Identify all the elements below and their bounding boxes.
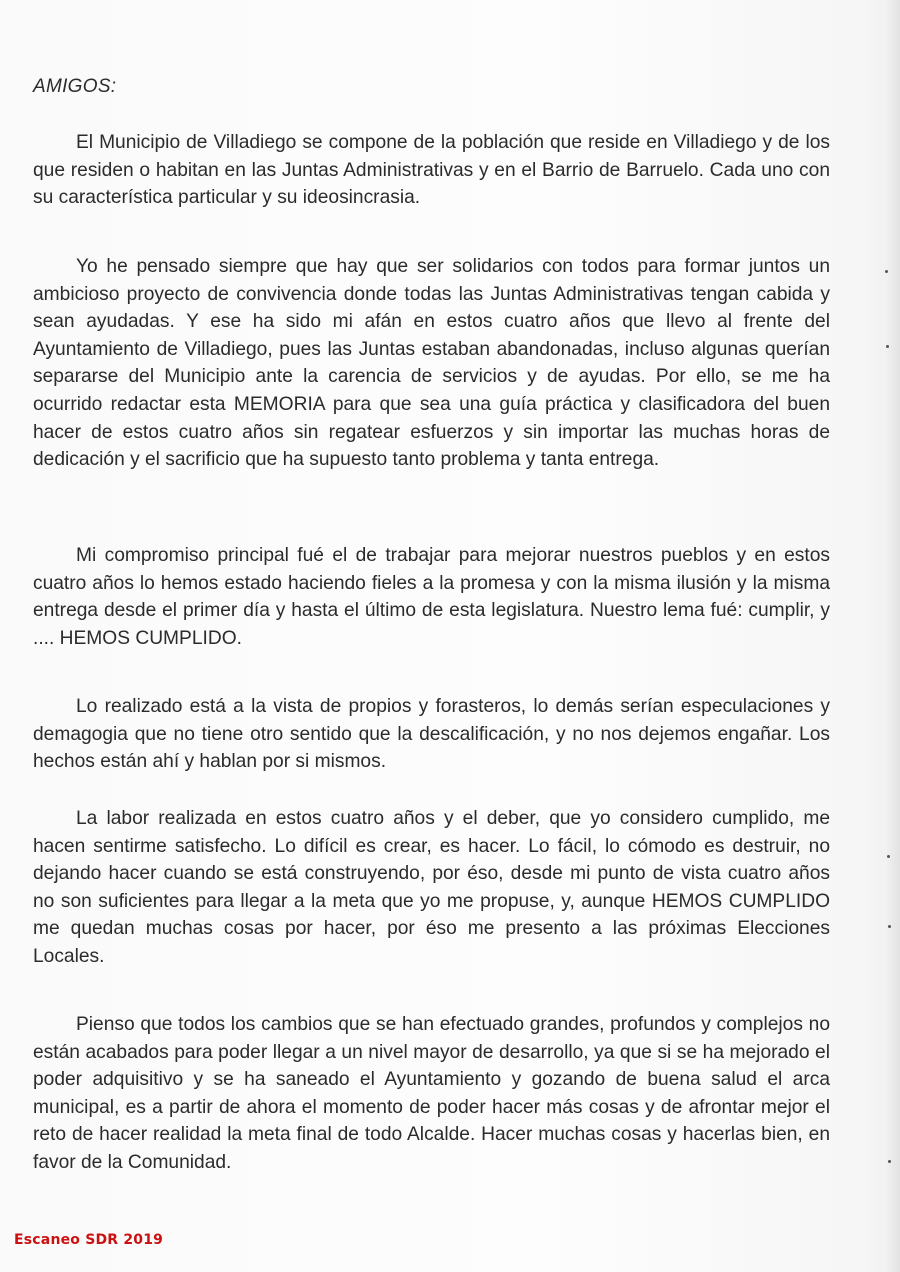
scan-speck: [887, 855, 890, 858]
page-edge-shadow: [886, 0, 900, 1272]
scan-speck: [888, 925, 891, 928]
scan-speck: [888, 1160, 891, 1163]
paragraph-2: Yo he pensado siempre que hay que ser solidarios con todos para formar juntos un ambicioso proyecto de convivencia donde todas las Juntas Administrativas tengan cabida y sean ayudadas. Y ese ha sido mi afán en estos cuatro años que llevo al frente del Ayuntamiento de Villadiego, pues las Juntas estaban abandonadas, incluso algunas querían separarse del Municipio ante la carencia de servicios y de ayudas. Por ello, se me ha ocurrido redactar esta MEMORIA para que sea una guía práctica y clasificadora del buen hacer de estos cuatro años sin regatear esfuerzos y sin importar las muchas horas de dedicación y el sacrificio que ha supuesto tanto problema y tanta entrega.: [33, 256, 830, 471]
paragraph-6: Pienso que todos los cambios que se han efectuado grandes, profundos y complejos no están acabados para poder llegar a un nivel mayor de desarrollo, ya que si se ha mejorado el poder adquisitivo y se ha saneado el Ayuntamiento y gozando de buena salud el arca municipal, es a partir de ahora el momento de poder hacer más cosas y de afrontar mejor el reto de hacer realidad la meta final de todo Alcalde. Hacer muchas cosas y hacerlas bien, en favor de la Comunidad.: [33, 1014, 830, 1173]
scan-speck: [885, 270, 888, 273]
scan-speck: [886, 345, 889, 348]
paragraph-4: Lo realizado está a la vista de propios y forasteros, lo demás serían especulaciones y demagogia que no tiene otro sentido que la descalificación, y no nos dejemos engañar. Los hechos están ahí y hablan por si mismos.: [33, 696, 830, 773]
paragraph-1: El Municipio de Villadiego se compone de la población que reside en Villadiego y de los que residen o habitan en las Juntas Administrativas y en el Barrio de Barruelo. Cada uno con su característica particular y su ideosincrasia.: [33, 132, 830, 209]
scan-watermark: Escaneo SDR 2019: [14, 1232, 164, 1248]
greeting-heading: AMIGOS:: [33, 76, 117, 97]
paragraph-3: Mi compromiso principal fué el de trabajar para mejorar nuestros pueblos y en estos cuatro años lo hemos estado haciendo fieles a la promesa y con la misma ilusión y la misma entrega desde el primer día y hasta el último de esta legislatura. Nuestro lema fué: cumplir, y .... HEMOS CUMPLIDO.: [33, 545, 830, 649]
paragraph-5: La labor realizada en estos cuatro años y el deber, que yo considero cumplido, me hacen sentirme satisfecho. Lo difícil es crear, es hacer. Lo fácil, lo cómodo es destruir, no dejando hacer cuando se está construyendo, por éso, desde mi punto de vista cuatro años no son suficientes para llegar a la meta que yo me propuse, y, aunque HEMOS CUMPLIDO me quedan muchas cosas por hacer, por éso me presento a las próximas Elecciones Locales.: [33, 808, 830, 967]
